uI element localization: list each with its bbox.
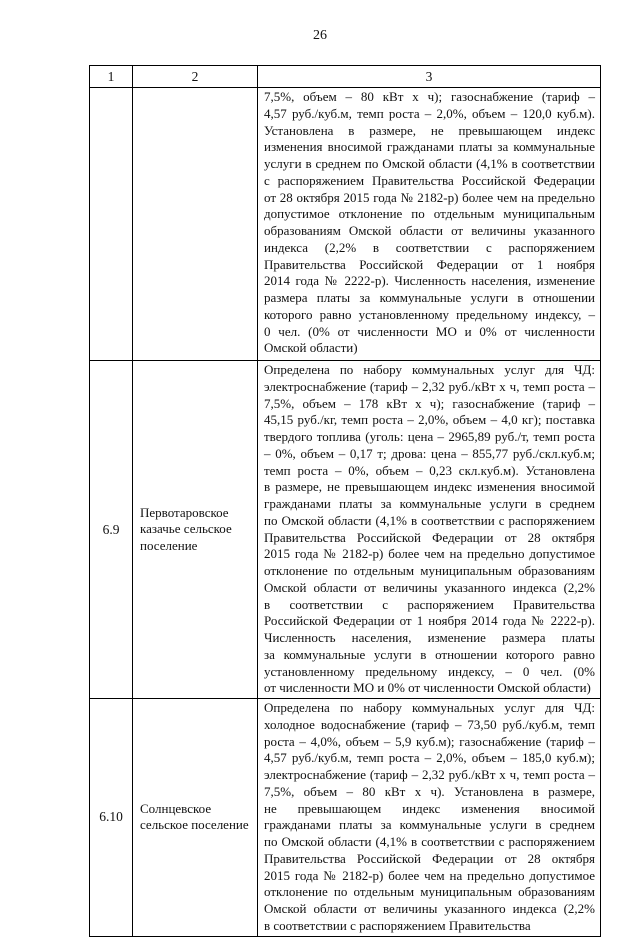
municipality-name: Солнцевское сельское поселение — [133, 699, 258, 937]
text-line: размера платы за коммунальные услуги в отношении — [264, 290, 595, 305]
text-line: 4,57 руб./куб.м, темп роста – 2,0%, объем – 185,0 куб.м); — [264, 750, 595, 766]
table-row — [90, 88, 601, 361]
municipality-name — [133, 88, 258, 361]
text-line: за коммунальные услуги в отношении которого равно — [264, 646, 595, 662]
text-line: изменения вносимой гражданами платы за коммунальные — [264, 139, 595, 155]
text-line: отклонение по отдельным муниципальным образованиям — [264, 884, 595, 900]
text-line: холодное водоснабжение (тариф – 73,50 руб./куб.м, темп — [264, 716, 595, 732]
text-line: образованиям Омской области от величины указанного — [264, 223, 595, 238]
text-line: Численность населения, изменение размера платы — [264, 630, 595, 645]
text-line: темп роста – 0%, объем – 0,23 скл.куб.м). Установлена — [264, 462, 595, 478]
text-line: 2015 года № 2182-р) более чем на предельно допустимое — [264, 867, 595, 883]
text-line: электроснабжение (тариф – 2,32 руб./кВт х ч, темп роста – — [264, 767, 595, 782]
text-line: по Омской области (4,1% в соответствии с распоряжением — [264, 834, 595, 849]
text-line: в соответствии с распоряжением Правительства — [264, 917, 531, 933]
text-line: в соответствии с распоряжением Правительства — [264, 596, 595, 612]
text-line: установленному предельному индексу, – 0 чел. (0% — [264, 663, 595, 679]
column-header-3: 3 — [258, 66, 601, 88]
table-row — [90, 361, 601, 699]
table-header-row — [90, 66, 601, 88]
text-line: отклонение по отдельным муниципальным образованиям — [264, 563, 595, 578]
text-line: не превышающем индекс изменения вносимой — [264, 800, 595, 816]
text-line: 7,5%, объем – 178 кВт х ч); газоснабжение (тариф – — [264, 395, 595, 411]
text-line: которого равно установленному предельному индексу, – — [264, 306, 595, 322]
page-number: 26 — [313, 28, 327, 43]
text-line: гражданами платы за коммунальные услуги в среднем — [264, 496, 595, 511]
text-line: 0 чел. (0% от численности МО и 0% от численности — [264, 323, 595, 339]
row-description — [258, 699, 601, 937]
table-row — [90, 699, 601, 937]
text-line: гражданами платы за коммунальные услуги в среднем — [264, 817, 595, 833]
text-line: Российской Федерации от 1 ноября 2014 года № 2222-р). — [264, 613, 595, 629]
text-line: Правительства Российской Федерации от 28 октября — [264, 850, 595, 866]
text-line: Правительства Российской Федерации от 28 октября — [264, 529, 595, 545]
text-line: от 28 октября 2015 года № 2182-р) более чем на предельно — [264, 189, 595, 205]
text-line: Омской области от величины указанного индекса (2,2% — [264, 901, 595, 916]
text-line: 45,15 руб./кг, темп роста – 2,0%, объем – 4,0 кг); поставка — [264, 412, 595, 428]
text-line: твердого топлива (уголь: цена – 2965,89 руб./т, темп роста — [264, 429, 595, 444]
row-number: 6.9 — [90, 361, 133, 699]
text-line: по Омской области (4,1% в соответствии с распоряжением — [264, 512, 595, 528]
document-table — [89, 65, 601, 937]
text-line: 2015 года № 2182-р) более чем на предельно допустимое — [264, 546, 595, 562]
row-description — [258, 361, 601, 699]
text-line: 4,57 руб./куб.м, темп роста – 2,0%, объем – 120,0 куб.м). — [264, 105, 595, 121]
text-line: от численности МО и 0% от численности Омской области) — [264, 680, 591, 696]
text-line: в размере, не превышающем индекс изменения вносимой — [264, 479, 595, 495]
column-header-2: 2 — [133, 66, 258, 88]
municipality-name: Первотаровское казачье сельское поселение — [133, 361, 258, 699]
text-line: Определена по набору коммунальных услуг для ЧД: — [264, 700, 595, 715]
text-line: – 0%, объем – 0,17 т; дрова: цена – 855,77 руб./скл.куб.м; — [264, 445, 595, 461]
text-line: Установлена в размере, не превышающем индекс — [264, 122, 595, 138]
row-description — [258, 88, 601, 361]
row-number — [90, 88, 133, 361]
text-line: допустимое отклонение по отдельным муниципальным — [264, 206, 595, 222]
text-line: 7,5%, объем – 80 кВт х ч). Установлена в размере, — [264, 783, 595, 799]
text-line: Омской области) — [264, 340, 358, 356]
text-line: услуги в среднем по Омской области (4,1% в соответствии — [264, 156, 595, 171]
row-number: 6.10 — [90, 699, 133, 937]
text-line: с распоряжением Правительства Российской Федерации — [264, 172, 595, 188]
column-header-1: 1 — [90, 66, 133, 88]
text-line: Правительства Российской Федерации от 1 ноября — [264, 256, 595, 272]
text-line: электроснабжение (тариф – 2,32 руб./кВт х ч, темп роста – — [264, 378, 595, 394]
text-line: 2014 года № 2222-р). Численность населения, изменение — [264, 273, 595, 289]
text-line: 7,5%, объем – 80 кВт х ч); газоснабжение (тариф – — [264, 89, 595, 104]
text-line: Определена по набору коммунальных услуг для ЧД: — [264, 362, 595, 377]
text-line: Омской области от величины указанного индекса (2,2% — [264, 579, 595, 595]
text-line: индекса (2,2% в соответствии с распоряжением — [264, 239, 595, 255]
text-line: роста – 4,0%, объем – 5,9 куб.м); газоснабжение (тариф – — [264, 733, 595, 749]
